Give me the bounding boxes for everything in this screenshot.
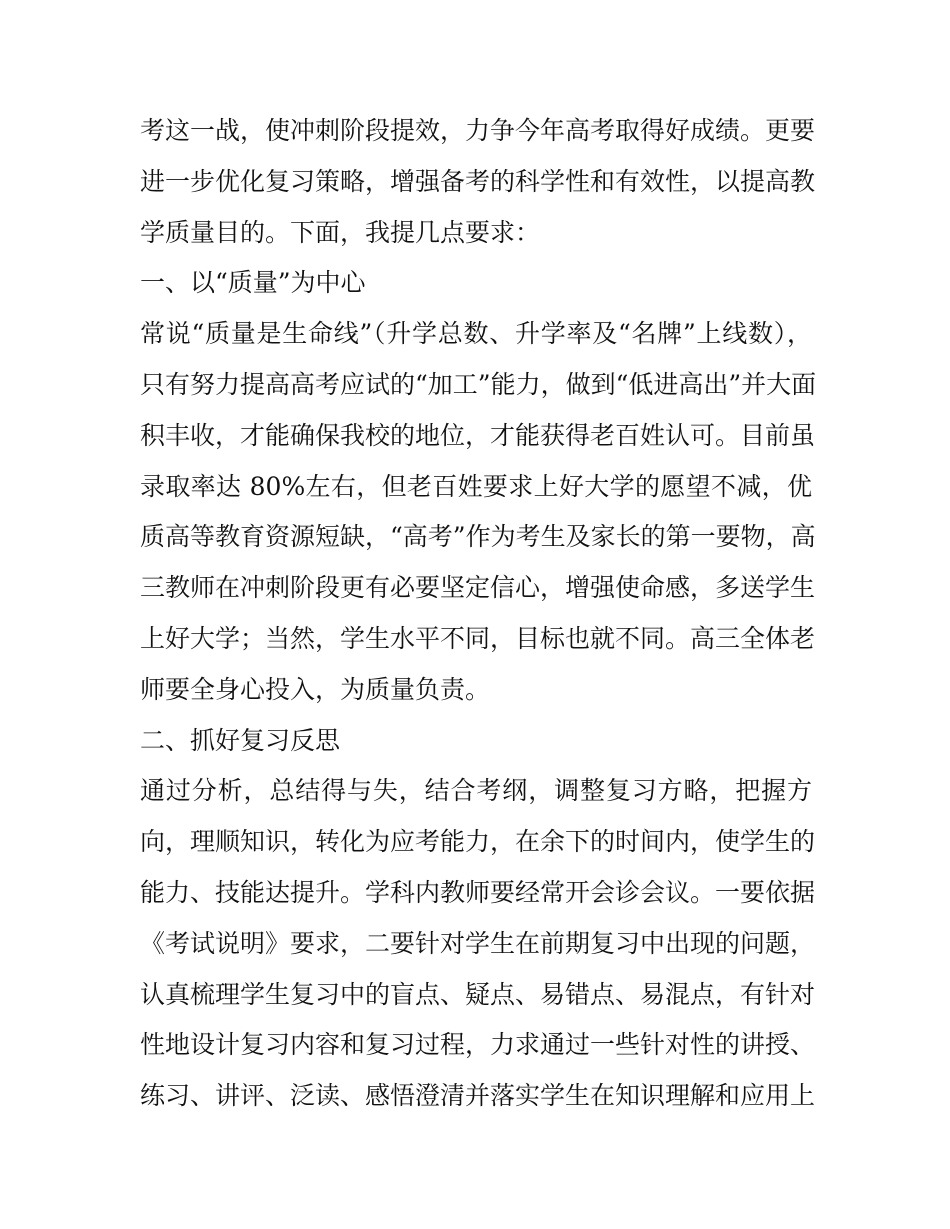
body-line-5: 常说“质量是生命线”（升学总数、升学率及“名牌”上线数）， xyxy=(140,319,812,349)
body-line-3: 学质量目的。下面，我提几点要求： xyxy=(140,217,541,247)
body-line-19: 性地设计复习内容和复习过程，力求通过一些针对性的讲授、 xyxy=(140,1030,816,1060)
document-body xyxy=(140,106,817,1122)
body-line-15: 向，理顺知识，转化为应考能力，在余下的时间内，使学生的 xyxy=(140,827,816,857)
body-line-18: 认真梳理学生复习中的盲点、疑点、易错点、易混点，有针对 xyxy=(140,979,816,1009)
body-line-9: 质高等教育资源短缺，“高考”作为考生及家长的第一要物，高 xyxy=(140,522,816,552)
body-line-6: 只有努力提高高考应试的“加工”能力，做到“低进高出”并大面 xyxy=(140,369,817,399)
body-line-2: 进一步优化复习策略，增强备考的科学性和有效性，以提高教 xyxy=(140,166,816,196)
section-heading-1: 一、以“质量”为中心 xyxy=(140,268,366,298)
body-line-10: 三教师在冲刺阶段更有必要坚定信心，增强使命感，多送学生 xyxy=(140,573,816,603)
body-line-16: 能力、技能达提升。学科内教师要经常开会诊会议。一要依据 xyxy=(140,877,816,907)
body-line-8: 录取率达 80%左右，但老百姓要求上好大学的愿望不减，优 xyxy=(140,471,812,501)
body-line-12: 师要全身心投入，为质量负责。 xyxy=(140,674,491,704)
body-line-20: 练习、讲评、泛读、感悟澄清并落实学生在知识理解和应用上 xyxy=(140,1081,816,1111)
body-line-11: 上好大学；当然，学生水平不同，目标也就不同。高三全体老 xyxy=(140,623,816,653)
section-heading-2: 二、抓好复习反思 xyxy=(140,725,341,755)
body-line-1: 考这一战，使冲刺阶段提效，力争今年高考取得好成绩。更要 xyxy=(140,116,816,145)
body-line-14: 通过分析，总结得与失，结合考纲，调整复习方略，把握方 xyxy=(140,776,812,806)
body-line-17: 《考试说明》要求，二要针对学生在前期复习中出现的问题， xyxy=(140,928,816,958)
body-line-7: 积丰收，才能确保我校的地位，才能获得老百姓认可。目前虽 xyxy=(140,420,816,450)
